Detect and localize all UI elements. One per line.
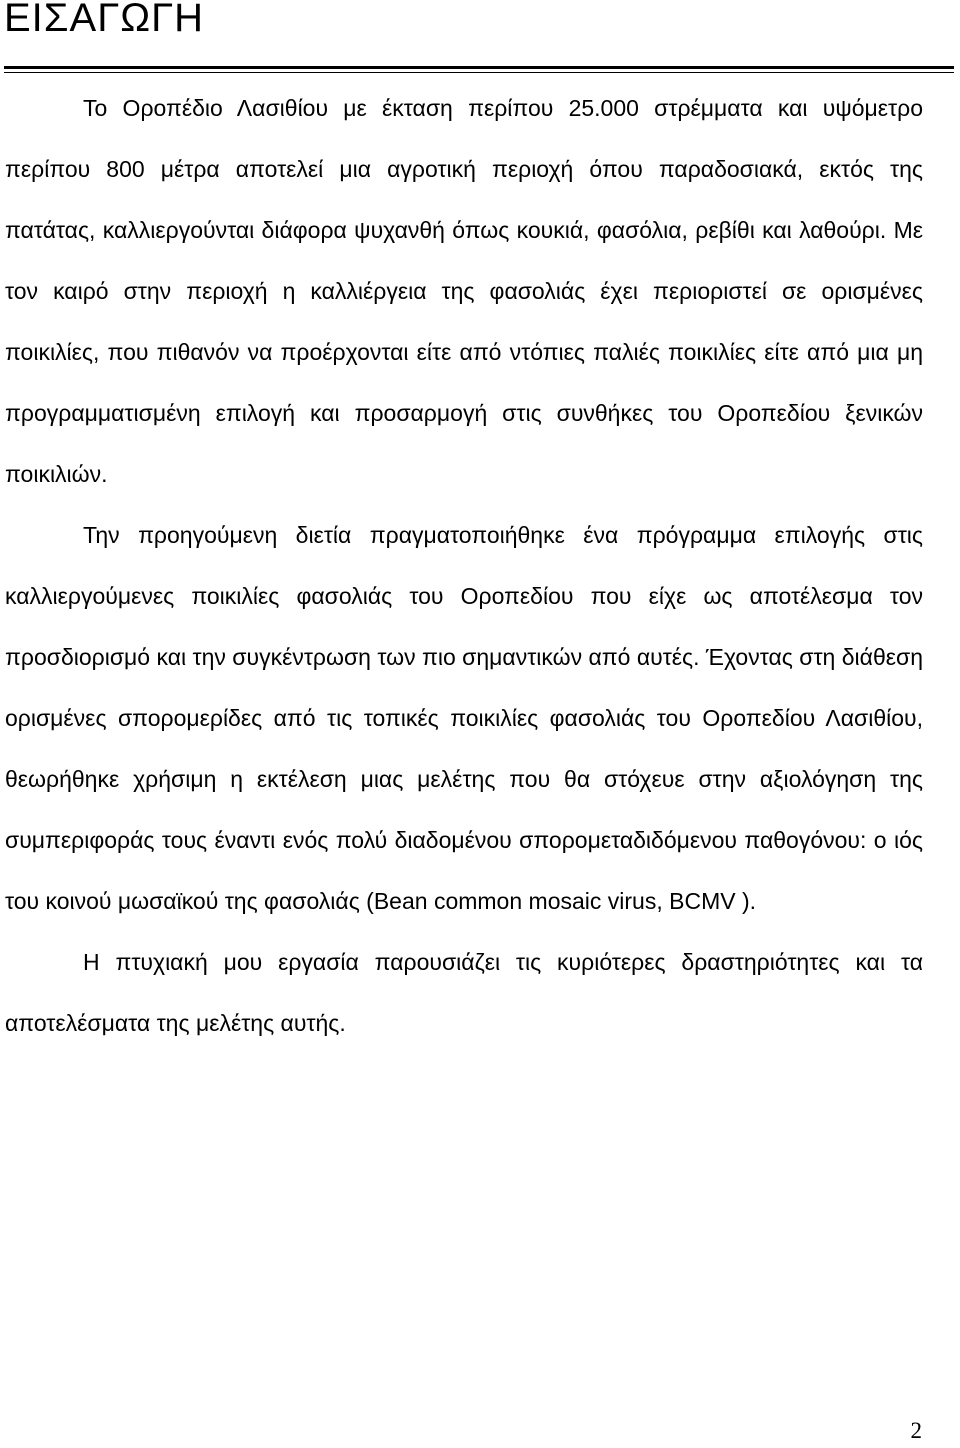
page-number: 2	[910, 1418, 922, 1443]
section-heading: ΕΙΣΑΓΩΓΗ	[4, 0, 205, 40]
paragraph: Το Οροπέδιο Λασιθίου με έκταση περίπου 25.000 στρέμματα και υψόμετρο περίπου 800 μέτρα αποτελεί μια αγροτική περιοχή όπου παραδοσιακά, εκτός της πατάτας, καλλιεργούνται διάφορα ψυχανθή όπως κουκιά, φασόλια, ρεβίθι και λαθούρι. Με τον καιρό στην περιοχή η καλλιέργεια της φασολιάς έχει περιοριστεί σε ορισμένες ποικιλίες, που πιθανόν να προέρχονται είτε από ντόπιες παλιές ποικιλίες είτε από μια μη προγραμματισμένη επιλογή και προσαρμογή στις συνθήκες του Οροπεδίου ξενικών ποικιλιών.	[5, 95, 923, 487]
heading-rule-thin	[4, 72, 954, 73]
paragraph: Η πτυχιακή μου εργασία παρουσιάζει τις κυριότερες δραστηριότητες και τα αποτελέσματα της μελέτης αυτής.	[5, 949, 923, 1036]
body-text	[5, 78, 923, 1054]
paragraph: Την προηγούμενη διετία πραγματοποιήθηκε ένα πρόγραμμα επιλογής στις καλλιεργούμενες ποικιλίες φασολιάς του Οροπεδίου που είχε ως αποτέλεσμα τον προσδιορισμό και την συγκέντρωση των πιο σημαντικών από αυτές. Έχοντας στη διάθεση ορισμένες σπορομερίδες από τις τοπικές ποικιλίες φασολιάς του Οροπεδίου Λασιθίου, θεωρήθηκε χρήσιμη η εκτέλεση μιας μελέτης που θα στόχευε στην αξιολόγηση της συμπεριφοράς τους έναντι ενός πολύ διαδομένου σπορομεταδιδόμενου παθογόνου: ο ιός του κοινού μωσαϊκού της φασολιάς (Bean common mosaic virus, BCMV ).	[5, 522, 923, 914]
heading-rule-thick	[4, 66, 954, 69]
